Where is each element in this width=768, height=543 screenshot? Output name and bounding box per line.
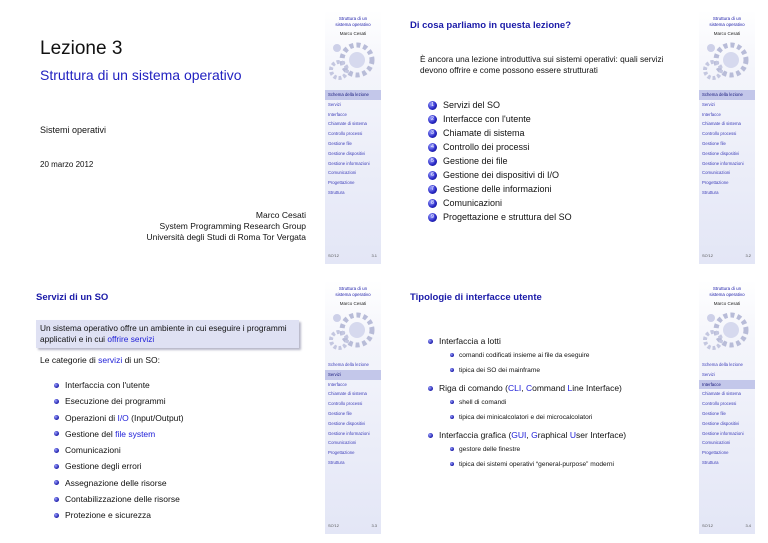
nav-item-dispositivi[interactable]: Gestione dispositivi — [702, 420, 740, 426]
sidebar-footer — [328, 253, 377, 258]
nav-item-file[interactable]: Gestione file — [328, 410, 352, 416]
outline-item-label: Gestione dei dispositivi di I/O — [443, 170, 560, 180]
outline-item[interactable] — [428, 168, 572, 182]
sidebar-title[interactable] — [699, 16, 755, 27]
frame-title: Servizi di un SO — [36, 292, 109, 303]
outline-item-label: Chiamate di sistema — [443, 128, 525, 138]
nav-item-chiamate[interactable]: Chiamate di sistema — [328, 391, 367, 397]
nav-item-file[interactable]: Gestione file — [702, 140, 726, 146]
list-item — [54, 475, 184, 491]
nav-item-chiamate[interactable]: Chiamate di sistema — [702, 121, 741, 127]
frame-title: Di cosa parliamo in questa lezione? — [410, 20, 572, 31]
sidebar-title-line1: Struttura di un — [712, 16, 742, 21]
bullet-icon — [54, 415, 59, 420]
sub-bullet-icon — [450, 447, 454, 451]
nav-item-dispositivi[interactable]: Gestione dispositivi — [328, 150, 366, 156]
nav-item-servizi[interactable]: Servizi — [702, 371, 715, 377]
lecture-title: Lezione 3 — [40, 38, 123, 59]
list-item — [54, 507, 184, 523]
sidebar — [699, 280, 755, 534]
outline-item[interactable] — [428, 112, 572, 126]
item-text: Interfaccia con l'utente — [65, 380, 150, 390]
bullet-icon — [54, 464, 59, 469]
sub-bullet-icon — [450, 462, 454, 466]
item-text-graphical: raphical — [537, 430, 570, 440]
list-item — [54, 491, 184, 507]
outline-item-label: Servizi del SO — [443, 100, 501, 110]
sidebar-title-line2: sistema operativo — [709, 291, 745, 297]
bullet-icon — [54, 513, 59, 518]
footer-course: SO'12 — [702, 253, 713, 258]
sidebar — [325, 280, 381, 534]
nav-item-controllo[interactable]: Controllo processi — [328, 131, 363, 137]
sidebar-nav — [699, 90, 755, 198]
bullet-icon — [54, 448, 59, 453]
sub-bullet-icon — [450, 353, 454, 357]
list-item — [54, 426, 184, 442]
initial-u: U — [569, 430, 577, 440]
intro-text: È ancora una lezione introduttiva sui sistemi operativi: quali servizi devono offrire e come possono essere strutturati — [420, 54, 664, 75]
bullet-icon — [54, 399, 59, 404]
sub-item — [428, 363, 698, 378]
sub-item-text: comandi codificati insieme ai file da eseguire — [459, 352, 590, 359]
nav-item-controllo[interactable]: Controllo processi — [702, 401, 737, 407]
sidebar-title-line2: sistema operativo — [709, 21, 745, 27]
nav-item-comunicazioni[interactable]: Comunicazioni — [702, 170, 731, 176]
ball-3-icon: 3 — [428, 129, 437, 138]
sidebar-title-line2: sistema operativo — [335, 291, 371, 297]
list-item — [54, 377, 184, 393]
sidebar-title-line2: sistema operativo — [335, 21, 371, 27]
research-group: System Programming Research Group — [159, 221, 306, 231]
item-text: Gestione del — [65, 428, 116, 439]
outline-item[interactable] — [428, 182, 572, 196]
sidebar-title-line1: Struttura di un — [338, 16, 368, 21]
nav-item-controllo[interactable]: Controllo processi — [328, 401, 363, 407]
cat-highlight[interactable]: servizi — [98, 355, 123, 365]
list-item — [54, 410, 184, 426]
page-number: 3.4 — [745, 523, 751, 528]
sidebar-footer — [702, 253, 751, 258]
slide-outline — [398, 10, 755, 264]
outline-item[interactable] — [428, 126, 572, 140]
nav-item-comunicazioni[interactable]: Comunicazioni — [328, 440, 357, 446]
page-number: 3.2 — [745, 253, 751, 258]
nav-item-servizi[interactable]: Servizi — [325, 370, 381, 380]
sidebar-author[interactable]: Marco Cesati — [339, 301, 367, 306]
gear-logo-icon — [701, 32, 753, 84]
interface-types-list — [428, 335, 698, 472]
definition-block — [36, 320, 299, 348]
item-text-line: ine Interface) — [572, 383, 622, 393]
footer-course: SO'12 — [328, 523, 339, 528]
sub-item-text: tipica dei SO dei mainframe — [459, 367, 540, 374]
ball-2-icon: 2 — [428, 115, 437, 124]
nav-item-servizi[interactable]: Servizi — [702, 101, 715, 107]
sub-item — [428, 442, 698, 457]
ball-9-icon: 9 — [428, 213, 437, 222]
outline-item[interactable] — [428, 210, 572, 224]
nav-item-struttura[interactable]: Struttura — [702, 459, 719, 465]
item-text-post: (Input/Output) — [128, 412, 184, 423]
bullet-icon — [54, 497, 59, 502]
list-item — [54, 458, 184, 474]
cli-highlight[interactable]: CLI — [507, 383, 522, 393]
sub-item — [428, 395, 698, 410]
nav-item-informazioni[interactable]: Gestione informazioni — [702, 160, 744, 166]
nav-item-progettazione[interactable]: Progettazione — [328, 180, 355, 186]
nav-item-dispositivi[interactable]: Gestione dispositivi — [702, 150, 740, 156]
item-text-command: ommand — [532, 383, 568, 393]
sidebar-nav — [325, 90, 381, 198]
item-text: Esecuzione dei programmi — [65, 396, 166, 407]
item-text: Gestione degli errori — [65, 461, 142, 472]
nav-item-controllo[interactable]: Controllo processi — [702, 131, 737, 137]
nav-item-schema[interactable]: Schema della lezione — [325, 90, 381, 100]
item-text: Operazioni di — [65, 412, 118, 423]
page-number: 3.3 — [371, 523, 377, 528]
sub-bullet-icon — [450, 400, 454, 404]
block-text: Un sistema operativo offre un ambiente in cui eseguire i programmi applicativi e in cui — [40, 323, 287, 344]
gui-highlight[interactable]: GUI — [511, 430, 527, 440]
outline-item[interactable] — [428, 196, 572, 210]
nav-item-struttura[interactable]: Struttura — [328, 189, 345, 195]
nav-item-schema[interactable]: Schema della lezione — [699, 90, 755, 100]
ball-4-icon: 4 — [428, 143, 437, 152]
ball-8-icon: 8 — [428, 199, 437, 208]
nav-item-chiamate[interactable]: Chiamate di sistema — [702, 391, 741, 397]
footer-course: SO'12 — [702, 523, 713, 528]
footer-course: SO'12 — [328, 253, 339, 258]
nav-item-progettazione[interactable]: Progettazione — [328, 450, 355, 456]
sub-item — [428, 457, 698, 472]
nav-item-interfacce[interactable]: Interfacce — [702, 111, 721, 117]
sidebar-title[interactable] — [325, 16, 381, 27]
nav-item-comunicazioni[interactable]: Comunicazioni — [328, 170, 357, 176]
sidebar-title[interactable] — [699, 286, 755, 297]
outline-item-label: Progettazione e struttura del SO — [443, 212, 572, 222]
nav-item-interfacce[interactable]: Interfacce — [699, 380, 755, 390]
bullet-icon — [54, 431, 59, 436]
item-text-sep: , — [521, 383, 526, 393]
outline-list — [428, 98, 572, 224]
item-text: Riga di comando ( — [439, 383, 508, 393]
nav-item-struttura[interactable]: Struttura — [702, 189, 719, 195]
nav-item-dispositivi[interactable]: Gestione dispositivi — [328, 420, 366, 426]
categories-intro — [40, 355, 160, 365]
sidebar-title-line1: Struttura di un — [338, 286, 368, 291]
university: Università degli Studi di Roma Tor Vergata — [146, 232, 306, 242]
list-item — [54, 442, 184, 458]
gear-logo-icon — [327, 32, 379, 84]
initial-c: C — [525, 383, 533, 393]
item-text: Interfaccia grafica ( — [439, 430, 512, 440]
course-name: Sistemi operativi — [40, 125, 107, 135]
sidebar-footer — [328, 523, 377, 528]
author-block — [146, 210, 306, 243]
list-item — [428, 335, 698, 348]
outline-item-label: Controllo dei processi — [443, 142, 530, 152]
sub-item-text: shell di comandi — [459, 399, 507, 406]
item-text: Comunicazioni — [65, 445, 121, 456]
slide-services — [24, 280, 381, 534]
sub-bullet-icon — [450, 415, 454, 419]
outline-item-label: Interfacce con l'utente — [443, 114, 531, 124]
sidebar-nav — [325, 360, 381, 468]
slide-title — [24, 10, 381, 264]
bullet-icon — [54, 480, 59, 485]
nav-item-file[interactable]: Gestione file — [328, 140, 352, 146]
item-highlight[interactable]: file system — [115, 428, 156, 439]
gear-logo-icon — [327, 302, 379, 354]
nav-item-informazioni[interactable]: Gestione informazioni — [328, 430, 370, 436]
nav-item-informazioni[interactable]: Gestione informazioni — [328, 160, 370, 166]
page-number: 3.1 — [371, 253, 377, 258]
sub-bullet-icon — [450, 368, 454, 372]
sub-item — [428, 410, 698, 425]
sub-item-text: tipica dei sistemi operativi “general-purpose” moderni — [459, 461, 615, 468]
outline-item[interactable] — [428, 154, 572, 168]
outline-item[interactable] — [428, 98, 572, 112]
outline-item-label: Gestione dei file — [443, 156, 508, 166]
nav-item-file[interactable]: Gestione file — [702, 410, 726, 416]
ball-5-icon: 5 — [428, 157, 437, 166]
list-item — [54, 393, 184, 409]
item-text: Interfaccia a lotti — [439, 336, 501, 346]
item-text-user: ser Interface) — [576, 430, 627, 440]
outline-item-label: Comunicazioni — [443, 198, 503, 208]
frame-title: Tipologie di interfacce utente — [410, 292, 542, 303]
slide-interfaces — [398, 280, 755, 534]
bullet-icon — [54, 383, 59, 388]
outline-item-label: Gestione delle informazioni — [443, 184, 552, 194]
nav-item-chiamate[interactable]: Chiamate di sistema — [328, 121, 367, 127]
cat-suffix: di un SO: — [122, 355, 161, 365]
bullet-icon — [428, 386, 433, 391]
item-text: Protezione e sicurezza — [65, 510, 151, 521]
sidebar-author[interactable]: Marco Cesati — [713, 301, 741, 306]
item-text-sep: , — [526, 430, 532, 440]
author-name: Marco Cesati — [255, 210, 306, 220]
sidebar — [325, 10, 381, 264]
nav-item-schema[interactable]: Schema della lezione — [328, 362, 369, 367]
item-text: Contabilizzazione delle risorse — [65, 494, 180, 505]
sidebar-author[interactable]: Marco Cesati — [339, 31, 367, 36]
nav-item-struttura[interactable]: Struttura — [328, 459, 345, 465]
bullet-icon — [428, 339, 433, 344]
nav-item-interfacce[interactable]: Interfacce — [328, 381, 347, 387]
initial-l: L — [567, 383, 573, 393]
list-item — [428, 429, 698, 442]
ball-6-icon: 6 — [428, 171, 437, 180]
sidebar-title[interactable] — [325, 286, 381, 297]
sidebar-author[interactable]: Marco Cesati — [713, 31, 741, 36]
lecture-subtitle: Struttura di un sistema operativo — [40, 67, 242, 83]
sidebar-title-line1: Struttura di un — [712, 286, 742, 291]
block-highlight[interactable]: offrire servizi — [107, 334, 155, 344]
nav-item-comunicazioni[interactable]: Comunicazioni — [702, 440, 731, 446]
nav-item-informazioni[interactable]: Gestione informazioni — [702, 430, 744, 436]
sub-item — [428, 348, 698, 363]
nav-item-progettazione[interactable]: Progettazione — [702, 450, 729, 456]
nav-item-progettazione[interactable]: Progettazione — [702, 180, 729, 186]
nav-item-servizi[interactable]: Servizi — [328, 101, 341, 107]
gear-logo-icon — [701, 302, 753, 354]
nav-item-interfacce[interactable]: Interfacce — [328, 111, 347, 117]
nav-item-schema[interactable]: Schema della lezione — [702, 362, 743, 367]
initial-g: G — [531, 430, 538, 440]
cat-prefix: Le categorie di — [40, 355, 99, 365]
bullet-icon — [428, 433, 433, 438]
ball-7-icon: 7 — [428, 185, 437, 194]
item-text: Assegnazione delle risorse — [65, 477, 167, 488]
item-highlight[interactable]: I/O — [117, 412, 129, 423]
ball-1-icon: 1 — [428, 101, 437, 110]
sidebar-footer — [702, 523, 751, 528]
sidebar — [699, 10, 755, 264]
outline-item[interactable] — [428, 140, 572, 154]
list-item — [428, 382, 698, 395]
lecture-date: 20 marzo 2012 — [40, 160, 94, 169]
sub-item-text: gestore delle finestre — [459, 446, 521, 453]
sidebar-nav — [699, 360, 755, 468]
sub-item-text: tipica dei minicalcolatori e dei microcalcolatori — [459, 414, 593, 421]
services-list — [54, 377, 184, 524]
